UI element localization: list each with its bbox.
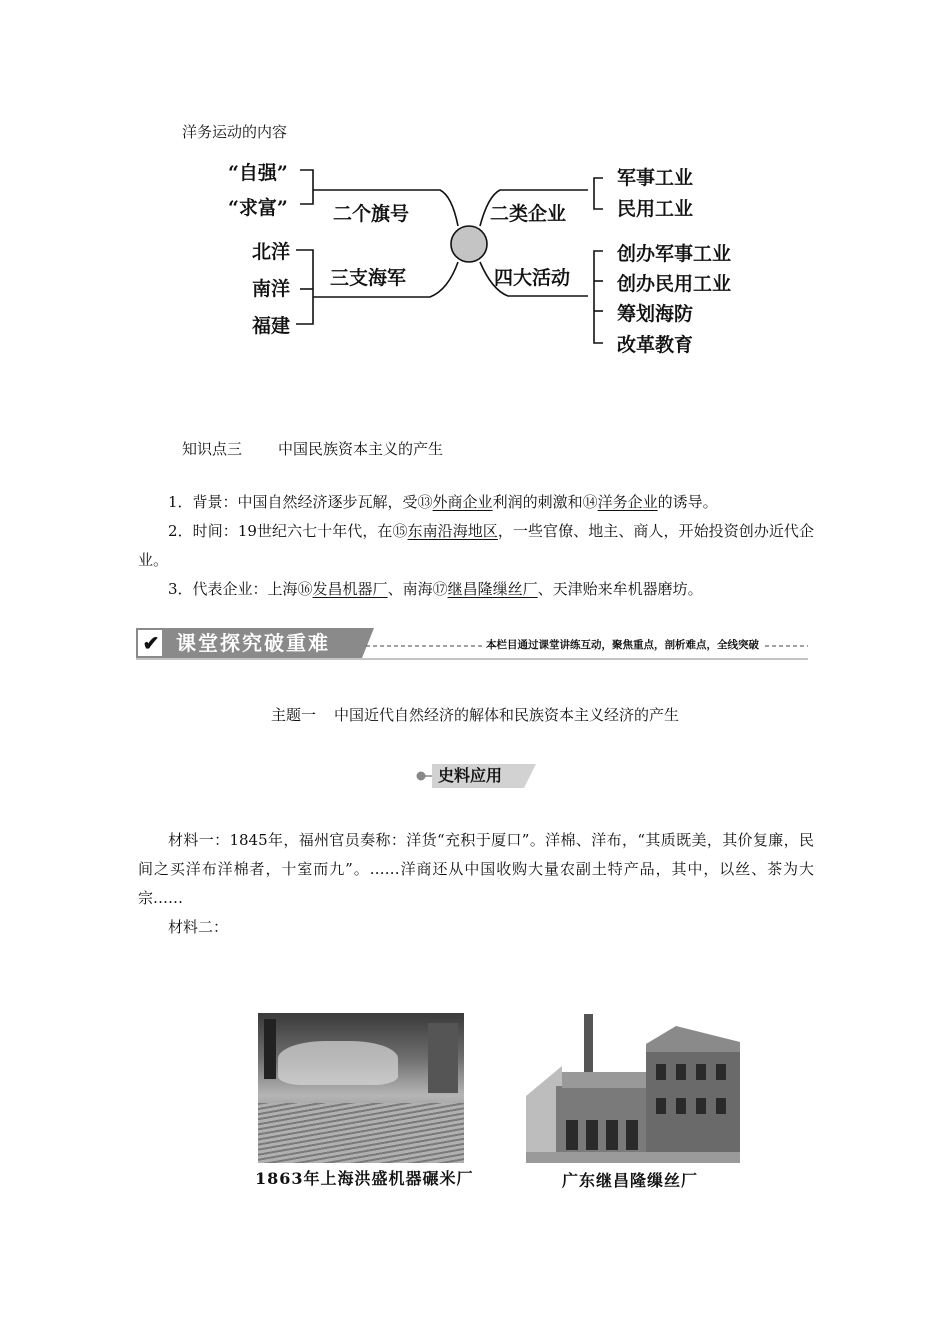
silk-factory-photo [526, 1012, 740, 1163]
material-one: 材料一：1845年，福州官员奏称：洋货“充积于厦口”。洋棉、洋布，“其质既美，其价复廉，民间之买洋布洋棉者，十室而九”。……洋商还从中国收购大量农副土特产品，其中，以丝、茶为大宗…… [138, 831, 814, 907]
fleet-beiyang: 北洋 [252, 241, 291, 263]
answer-jichanglong: 继昌隆缫丝厂 [447, 580, 538, 598]
left-photo-caption: 1863年上海洪盛机器碾米厂 [255, 1169, 474, 1188]
fleet-nanyang: 南洋 [252, 278, 291, 300]
text-segment: 、南海⑰ [387, 580, 448, 598]
material-two: 材料二： [168, 918, 229, 936]
banner-title: 课堂探究破重难 [176, 631, 330, 655]
right-photo-caption: 广东继昌隆缫丝厂 [562, 1171, 699, 1190]
material-tag-label: 史料应用 [438, 766, 503, 785]
theme-heading [0, 703, 950, 727]
enterprises-label: 二类企业 [490, 203, 567, 225]
section-banner [136, 626, 808, 660]
material-tag [412, 762, 536, 790]
slogan-prosperity: “求富” [228, 197, 288, 219]
mindmap [0, 0, 950, 380]
background-paragraph [138, 488, 814, 517]
factory-sketch [526, 1012, 740, 1163]
activity-education: 改革教育 [617, 334, 694, 356]
check-icon: ✔ [142, 631, 160, 655]
flags-label: 二个旗号 [333, 203, 410, 225]
mindmap-lines [0, 0, 950, 380]
center-node [451, 226, 487, 262]
text-segment: 的诱导。 [657, 493, 718, 511]
text-segment: ，一些官僚、地主、商人，开始投资创办近代企业。 [138, 522, 814, 569]
banner-note: 本栏目通过课堂讲练互动，聚焦重点，剖析难点，全线突破 [482, 637, 763, 653]
knowledge-body [138, 488, 814, 604]
enterprise-civil: 民用工业 [617, 198, 694, 220]
activities-label: 四大活动 [494, 267, 571, 289]
knowledge-heading [182, 437, 443, 461]
answer-southeast-coast: 东南沿海地区 [407, 522, 498, 540]
theme-title: 中国近代自然经济的解体和民族资本主义经济的产生 [334, 706, 680, 724]
activity-military: 创办军事工业 [617, 243, 732, 265]
text-segment: 1．背景：中国自然经济逐步瓦解，受⑬ [168, 493, 433, 511]
navy-label: 三支海军 [330, 267, 407, 289]
fleet-fujian: 福建 [252, 315, 291, 337]
knowledge-title: 中国民族资本主义的产生 [278, 440, 444, 458]
text-segment: 利润的刺激和⑭ [492, 493, 598, 511]
section-heading: 洋务运动的内容 [182, 123, 288, 141]
enterprise-military: 军事工业 [617, 167, 694, 189]
materials-body [138, 826, 814, 942]
text-segment: 3．代表企业：上海⑯ [168, 580, 313, 598]
answer-foreign-enterprise: 外商企业 [432, 493, 493, 511]
rice-mill-photo [258, 1013, 464, 1163]
activity-civil: 创办民用工业 [617, 273, 732, 295]
answer-fachang: 发昌机器厂 [312, 580, 388, 598]
answer-westernization-enterprise: 洋务企业 [597, 493, 658, 511]
knowledge-label: 知识点三 [182, 440, 243, 458]
enterprises-paragraph [138, 575, 814, 604]
activity-defense: 筹划海防 [617, 303, 694, 325]
text-segment: 、天津贻来牟机器磨坊。 [537, 580, 703, 598]
slogan-self-strengthening: “自强” [228, 162, 288, 184]
text-segment: 2．时间：19世纪六七十年代，在⑮ [168, 522, 408, 540]
theme-label: 主题一 [270, 706, 316, 724]
time-paragraph [138, 517, 814, 575]
